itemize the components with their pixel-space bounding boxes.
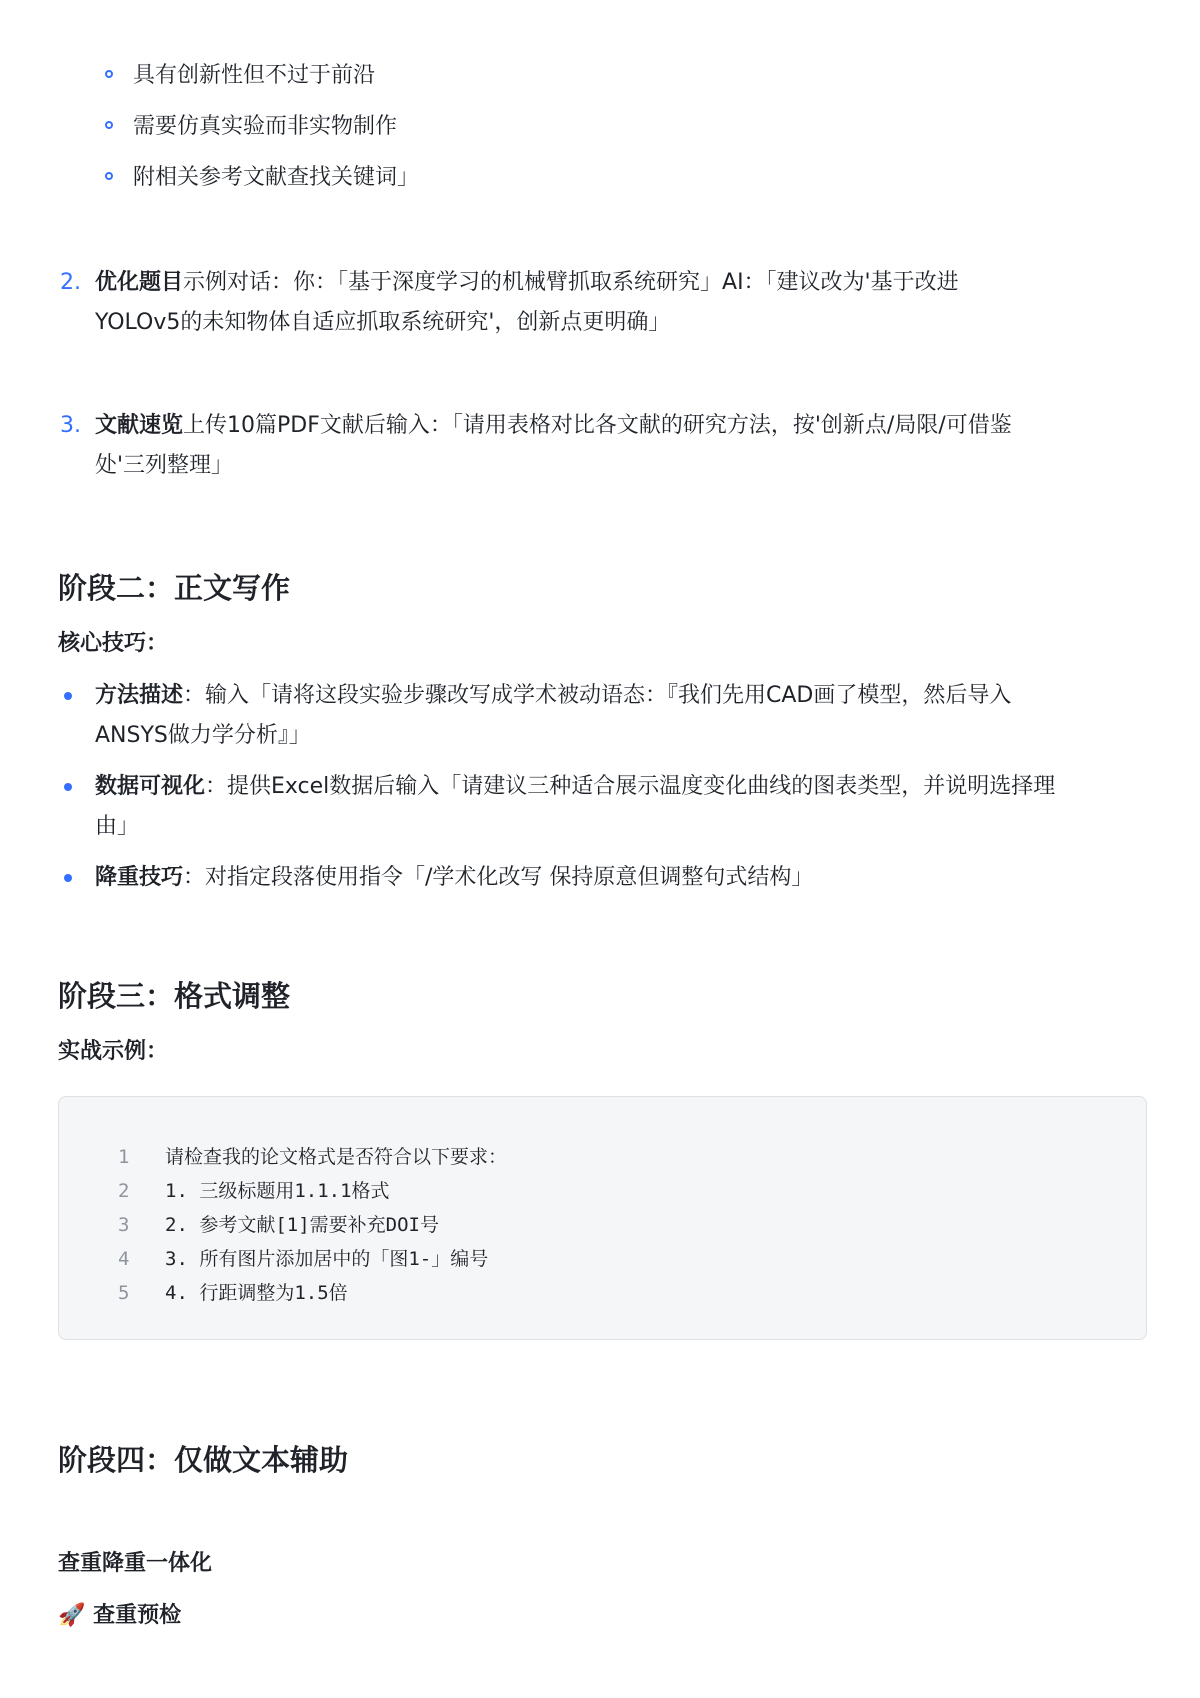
hollow-bullet-icon [105, 70, 113, 78]
list-number: 2. [60, 270, 81, 295]
line-number: 1 [118, 1146, 130, 1168]
stage-3-heading: 阶段三：格式调整 [58, 979, 291, 1013]
bullet-list-item: 降重技巧：对指定段落使用指令「/学术化改写 保持原意但调整句式结构」 [60, 858, 1160, 898]
stage-4-heading: 阶段四：仅做文本辅助 [58, 1443, 349, 1477]
section-subheading: 🚀 查重预检 [58, 1603, 182, 1628]
item-title: 文献速览 [95, 413, 184, 438]
code-block[interactable]: 1 请检查我的论文格式是否符合以下要求： 2 1. 三级标题用1.1.1格式 3 2. 参考文献[1]需要补充DOI号 4 3. 所有图片添加居中的「图1-」编号 5 4. 行距调整为1.5倍 [58, 1096, 1147, 1340]
bullet-icon [64, 692, 72, 700]
list-number: 3. [60, 413, 81, 438]
bullet-icon [64, 874, 72, 882]
stage-2-heading: 阶段二：正文写作 [58, 571, 291, 605]
bullet-icon [64, 783, 72, 791]
sub-list-item: 需要仿真实验而非实物制作 [133, 111, 397, 143]
line-number: 2 [118, 1180, 130, 1202]
line-number: 5 [118, 1282, 130, 1304]
numbered-list-item: 3. 文献速览上传10篇PDF文献后输入：「请用表格对比各文献的研究方法，按'创新点/局限/可借鉴 处'三列整理」 [60, 406, 1150, 486]
hollow-bullet-icon [105, 121, 113, 129]
sub-list-item: 附相关参考文献查找关键词」 [133, 162, 419, 194]
rocket-icon: 🚀 [58, 1603, 86, 1628]
sub-list-item: 具有创新性但不过于前沿 [133, 60, 375, 92]
line-number: 3 [118, 1214, 130, 1236]
section-heading: 查重降重一体化 [58, 1551, 213, 1576]
stage-2-subtitle: 核心技巧： [58, 631, 169, 656]
bullet-list-item: 数据可视化：提供Excel数据后输入「请建议三种适合展示温度变化曲线的图表类型，并说明选择理 由」 [60, 767, 1160, 847]
stage-3-subtitle: 实战示例： [58, 1039, 169, 1064]
hollow-bullet-icon [105, 172, 113, 180]
item-title: 优化题目 [95, 270, 184, 295]
line-number: 4 [118, 1248, 130, 1270]
numbered-list-item: 2. 优化题目示例对话：你：「基于深度学习的机械臂抓取系统研究」AI：「建议改为'基于改进 YOLOv5的未知物体自适应抓取系统研究'，创新点更明确」 [60, 263, 1150, 343]
bullet-list-item: 方法描述：输入「请将这段实验步骤改写成学术被动语态：『我们先用CAD画了模型，然后导入 ANSYS做力学分析』」 [60, 676, 1160, 756]
